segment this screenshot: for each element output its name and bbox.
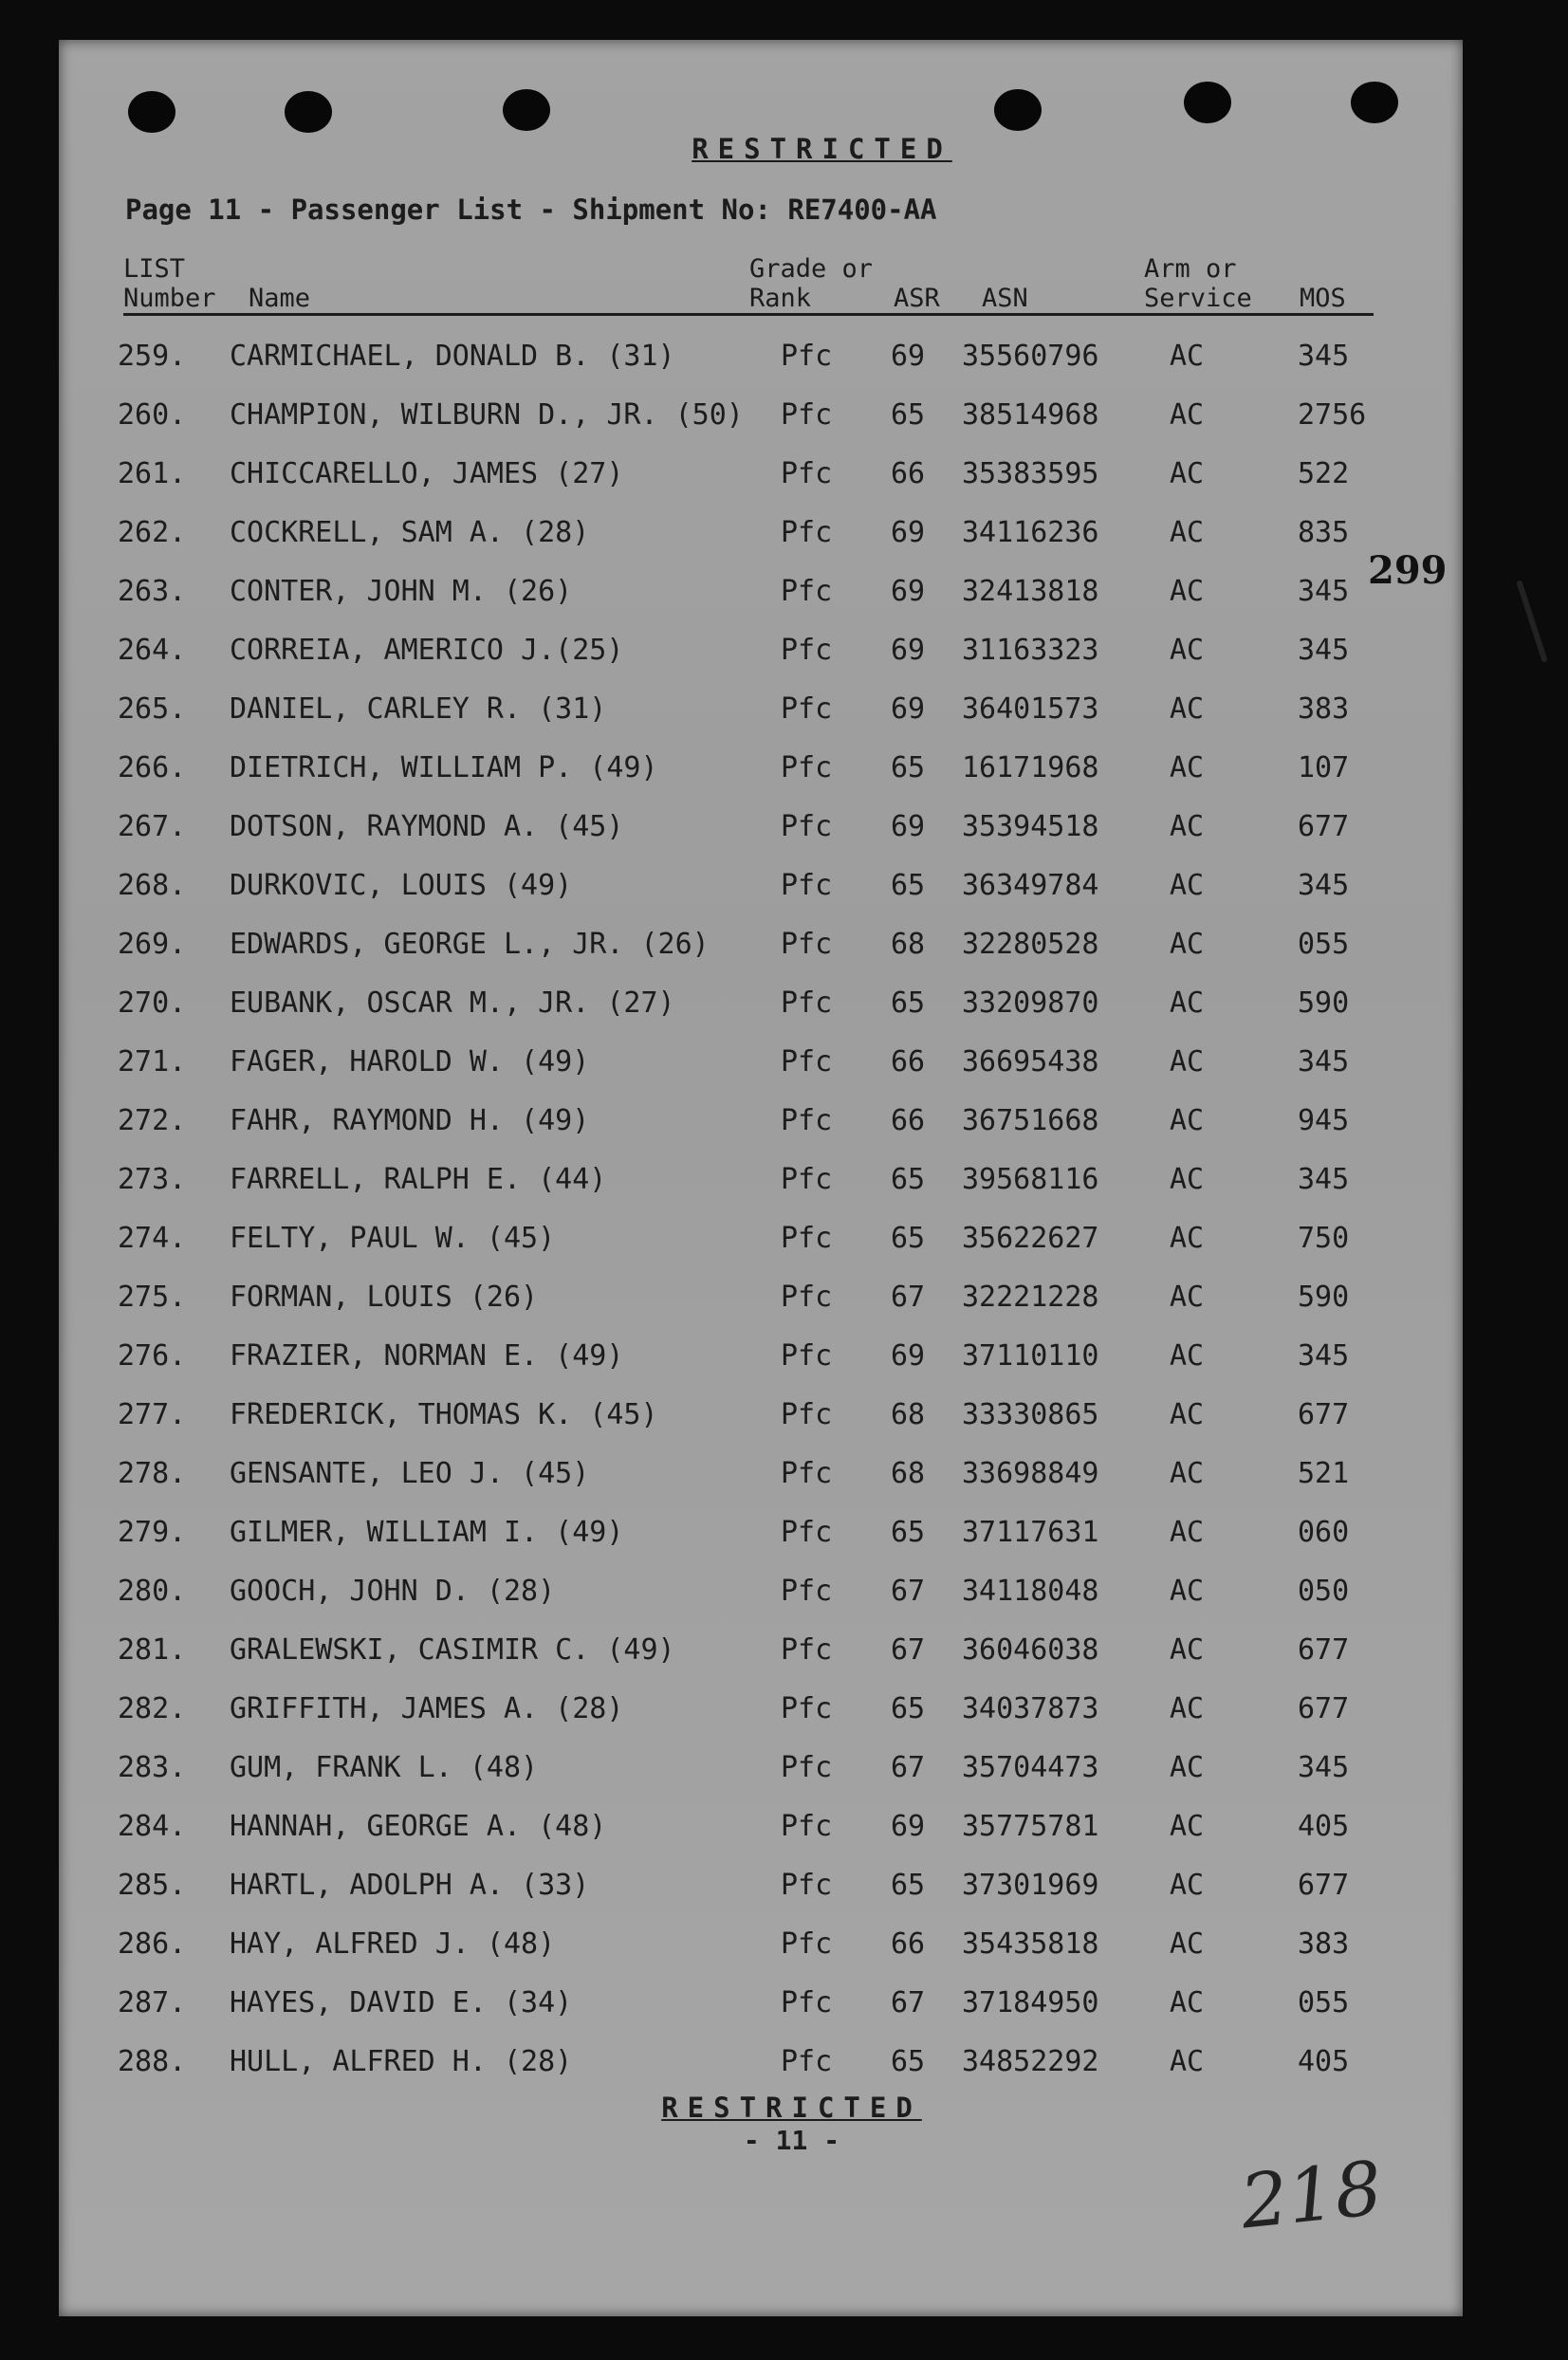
serial-number: 37184950 bbox=[962, 1986, 1099, 2019]
table-row bbox=[0, 1575, 1568, 1613]
arm-service: AC bbox=[1170, 1810, 1205, 1843]
asr-score: 65 bbox=[891, 1692, 926, 1725]
asr-score: 69 bbox=[891, 1810, 926, 1843]
serial-number: 35704473 bbox=[962, 1751, 1099, 1784]
grade: Pfc bbox=[781, 2045, 833, 2078]
grade: Pfc bbox=[781, 634, 833, 667]
table-row bbox=[0, 751, 1568, 789]
grade: Pfc bbox=[781, 869, 833, 902]
asr-score: 69 bbox=[891, 575, 926, 608]
passenger-name: FAGER, HAROLD W. (49) bbox=[230, 1045, 590, 1079]
grade: Pfc bbox=[781, 1927, 833, 1961]
arm-service: AC bbox=[1170, 1045, 1205, 1079]
mos-code: 383 bbox=[1298, 1927, 1350, 1961]
serial-number: 36349784 bbox=[962, 869, 1099, 902]
table-row bbox=[0, 1986, 1568, 2024]
mos-code: 345 bbox=[1298, 575, 1350, 608]
asr-score: 66 bbox=[891, 457, 926, 490]
mos-code: 383 bbox=[1298, 692, 1350, 726]
passenger-name: GRIFFITH, JAMES A. (28) bbox=[230, 1692, 624, 1725]
serial-number: 35394518 bbox=[962, 810, 1099, 843]
serial-number: 37110110 bbox=[962, 1339, 1099, 1373]
binder-hole bbox=[128, 91, 175, 133]
arm-service: AC bbox=[1170, 751, 1205, 784]
asr-score: 66 bbox=[891, 1045, 926, 1079]
grade: Pfc bbox=[781, 575, 833, 608]
passenger-name: EDWARDS, GEORGE L., JR. (26) bbox=[230, 928, 710, 961]
binder-hole bbox=[1184, 82, 1231, 123]
serial-number: 35622627 bbox=[962, 1222, 1099, 1255]
passenger-name: GILMER, WILLIAM I. (49) bbox=[230, 1516, 624, 1549]
passenger-name: CONTER, JOHN M. (26) bbox=[230, 575, 573, 608]
asr-score: 65 bbox=[891, 1163, 926, 1196]
table-row bbox=[0, 1516, 1568, 1554]
mos-code: 345 bbox=[1298, 634, 1350, 667]
serial-number: 36046038 bbox=[962, 1633, 1099, 1667]
header-list-number bbox=[123, 254, 216, 313]
table-row bbox=[0, 516, 1568, 554]
binder-hole bbox=[1351, 82, 1398, 123]
header-arm bbox=[1144, 254, 1252, 313]
passenger-name: DANIEL, CARLEY R. (31) bbox=[230, 692, 607, 726]
mos-code: 677 bbox=[1298, 1398, 1350, 1431]
asr-score: 65 bbox=[891, 869, 926, 902]
grade: Pfc bbox=[781, 457, 833, 490]
grade: Pfc bbox=[781, 516, 833, 549]
grade: Pfc bbox=[781, 810, 833, 843]
list-number: 274. bbox=[118, 1222, 187, 1255]
passenger-name: GRALEWSKI, CASIMIR C. (49) bbox=[230, 1633, 675, 1667]
table-row bbox=[0, 1163, 1568, 1201]
serial-number: 36751668 bbox=[962, 1104, 1099, 1137]
classification-header: RESTRICTED bbox=[692, 133, 952, 165]
handwritten-note: 218 bbox=[1236, 2146, 1387, 2246]
header-asr: ASR bbox=[894, 284, 940, 313]
mos-code: 345 bbox=[1298, 869, 1350, 902]
asr-score: 66 bbox=[891, 1927, 926, 1961]
serial-number: 39568116 bbox=[962, 1163, 1099, 1196]
asr-score: 68 bbox=[891, 1398, 926, 1431]
asr-score: 68 bbox=[891, 1457, 926, 1490]
mos-code: 677 bbox=[1298, 1869, 1350, 1902]
serial-number: 37117631 bbox=[962, 1516, 1099, 1549]
list-number: 268. bbox=[118, 869, 187, 902]
header-grade bbox=[749, 254, 873, 313]
header-number-label: Number bbox=[123, 284, 216, 313]
header-list-label: LIST bbox=[123, 254, 186, 284]
passenger-name: CORREIA, AMERICO J.(25) bbox=[230, 634, 624, 667]
binder-hole bbox=[994, 89, 1042, 131]
serial-number: 32280528 bbox=[962, 928, 1099, 961]
serial-number: 32221228 bbox=[962, 1281, 1099, 1314]
passenger-name: GOOCH, JOHN D. (28) bbox=[230, 1575, 556, 1608]
asr-score: 69 bbox=[891, 692, 926, 726]
mos-code: 522 bbox=[1298, 457, 1350, 490]
passenger-name: DOTSON, RAYMOND A. (45) bbox=[230, 810, 624, 843]
arm-service: AC bbox=[1170, 1986, 1205, 2019]
passenger-name: DURKOVIC, LOUIS (49) bbox=[230, 869, 573, 902]
passenger-name: COCKRELL, SAM A. (28) bbox=[230, 516, 590, 549]
list-number: 286. bbox=[118, 1927, 187, 1961]
table-row bbox=[0, 398, 1568, 436]
grade: Pfc bbox=[781, 398, 833, 432]
mos-code: 945 bbox=[1298, 1104, 1350, 1137]
asr-score: 69 bbox=[891, 516, 926, 549]
passenger-name: HAYES, DAVID E. (34) bbox=[230, 1986, 573, 2019]
arm-service: AC bbox=[1170, 1398, 1205, 1431]
arm-service: AC bbox=[1170, 1104, 1205, 1137]
passenger-name: GENSANTE, LEO J. (45) bbox=[230, 1457, 590, 1490]
grade: Pfc bbox=[781, 1633, 833, 1667]
grade: Pfc bbox=[781, 1457, 833, 1490]
list-number: 269. bbox=[118, 928, 187, 961]
grade: Pfc bbox=[781, 1339, 833, 1373]
mos-code: 345 bbox=[1298, 1339, 1350, 1373]
table-row bbox=[0, 457, 1568, 495]
page-number: - 11 - bbox=[743, 2125, 840, 2156]
serial-number: 32413818 bbox=[962, 575, 1099, 608]
passenger-name: CARMICHAEL, DONALD B. (31) bbox=[230, 340, 675, 373]
header-underline bbox=[123, 313, 1374, 316]
table-row bbox=[0, 1281, 1568, 1318]
grade: Pfc bbox=[781, 1986, 833, 2019]
serial-number: 36695438 bbox=[962, 1045, 1099, 1079]
arm-service: AC bbox=[1170, 1163, 1205, 1196]
list-number: 280. bbox=[118, 1575, 187, 1608]
passenger-name: FARRELL, RALPH E. (44) bbox=[230, 1163, 607, 1196]
arm-service: AC bbox=[1170, 575, 1205, 608]
grade: Pfc bbox=[781, 1869, 833, 1902]
arm-service: AC bbox=[1170, 516, 1205, 549]
arm-service: AC bbox=[1170, 1633, 1205, 1667]
arm-service: AC bbox=[1170, 1575, 1205, 1608]
mos-code: 405 bbox=[1298, 1810, 1350, 1843]
arm-service: AC bbox=[1170, 810, 1205, 843]
asr-score: 65 bbox=[891, 1869, 926, 1902]
asr-score: 69 bbox=[891, 340, 926, 373]
serial-number: 16171968 bbox=[962, 751, 1099, 784]
list-number: 285. bbox=[118, 1869, 187, 1902]
list-number: 266. bbox=[118, 751, 187, 784]
passenger-name: CHAMPION, WILBURN D., JR. (50) bbox=[230, 398, 744, 432]
mos-code: 107 bbox=[1298, 751, 1350, 784]
passenger-name: GUM, FRANK L. (48) bbox=[230, 1751, 539, 1784]
passenger-name: HULL, ALFRED H. (28) bbox=[230, 2045, 573, 2078]
grade: Pfc bbox=[781, 1692, 833, 1725]
table-row bbox=[0, 692, 1568, 730]
list-number: 265. bbox=[118, 692, 187, 726]
table-row bbox=[0, 1869, 1568, 1907]
serial-number: 31163323 bbox=[962, 634, 1099, 667]
passenger-name: CHICCARELLO, JAMES (27) bbox=[230, 457, 624, 490]
mos-code: 750 bbox=[1298, 1222, 1350, 1255]
asr-score: 69 bbox=[891, 810, 926, 843]
passenger-name: EUBANK, OSCAR M., JR. (27) bbox=[230, 986, 675, 1020]
grade: Pfc bbox=[781, 1281, 833, 1314]
mos-code: 590 bbox=[1298, 986, 1350, 1020]
grade: Pfc bbox=[781, 340, 833, 373]
table-row bbox=[0, 1457, 1568, 1495]
arm-service: AC bbox=[1170, 398, 1205, 432]
mos-code: 345 bbox=[1298, 1751, 1350, 1784]
mos-code: 055 bbox=[1298, 928, 1350, 961]
grade: Pfc bbox=[781, 928, 833, 961]
passenger-name: HANNAH, GEORGE A. (48) bbox=[230, 1810, 607, 1843]
grade: Pfc bbox=[781, 751, 833, 784]
mos-code: 677 bbox=[1298, 810, 1350, 843]
arm-service: AC bbox=[1170, 1281, 1205, 1314]
asr-score: 67 bbox=[891, 1633, 926, 1667]
serial-number: 35560796 bbox=[962, 340, 1099, 373]
asr-score: 65 bbox=[891, 986, 926, 1020]
serial-number: 36401573 bbox=[962, 692, 1099, 726]
asr-score: 69 bbox=[891, 1339, 926, 1373]
mos-code: 050 bbox=[1298, 1575, 1350, 1608]
passenger-name: FELTY, PAUL W. (45) bbox=[230, 1222, 556, 1255]
serial-number: 34118048 bbox=[962, 1575, 1099, 1608]
serial-number: 34037873 bbox=[962, 1692, 1099, 1725]
passenger-name: HARTL, ADOLPH A. (33) bbox=[230, 1869, 590, 1902]
table-row bbox=[0, 869, 1568, 907]
grade: Pfc bbox=[781, 986, 833, 1020]
arm-service: AC bbox=[1170, 457, 1205, 490]
asr-score: 69 bbox=[891, 634, 926, 667]
mos-code: 345 bbox=[1298, 340, 1350, 373]
arm-service: AC bbox=[1170, 1339, 1205, 1373]
grade: Pfc bbox=[781, 1575, 833, 1608]
mos-code: 345 bbox=[1298, 1045, 1350, 1079]
header-mos: MOS bbox=[1300, 284, 1346, 313]
mos-code: 677 bbox=[1298, 1692, 1350, 1725]
mos-code: 677 bbox=[1298, 1633, 1350, 1667]
list-number: 287. bbox=[118, 1986, 187, 2019]
list-number: 271. bbox=[118, 1045, 187, 1079]
asr-score: 65 bbox=[891, 398, 926, 432]
table-row bbox=[0, 1104, 1568, 1142]
arm-service: AC bbox=[1170, 869, 1205, 902]
serial-number: 34852292 bbox=[962, 2045, 1099, 2078]
table-row bbox=[0, 1398, 1568, 1436]
arm-service: AC bbox=[1170, 2045, 1205, 2078]
passenger-name: HAY, ALFRED J. (48) bbox=[230, 1927, 556, 1961]
asr-score: 67 bbox=[891, 1575, 926, 1608]
asr-score: 67 bbox=[891, 1751, 926, 1784]
header-arm-label: Arm or bbox=[1144, 254, 1237, 284]
grade: Pfc bbox=[781, 1810, 833, 1843]
serial-number: 35775781 bbox=[962, 1810, 1099, 1843]
header-rank-label: Rank bbox=[749, 284, 812, 313]
header-grade-label: Grade or bbox=[749, 254, 874, 284]
list-number: 279. bbox=[118, 1516, 187, 1549]
mos-code: 2756 bbox=[1298, 398, 1367, 432]
serial-number: 38514968 bbox=[962, 398, 1099, 432]
table-row bbox=[0, 928, 1568, 966]
mos-code: 345 bbox=[1298, 1163, 1350, 1196]
arm-service: AC bbox=[1170, 692, 1205, 726]
passenger-name: FORMAN, LOUIS (26) bbox=[230, 1281, 539, 1314]
list-number: 275. bbox=[118, 1281, 187, 1314]
grade: Pfc bbox=[781, 1751, 833, 1784]
serial-number: 33330865 bbox=[962, 1398, 1099, 1431]
arm-service: AC bbox=[1170, 986, 1205, 1020]
arm-service: AC bbox=[1170, 1222, 1205, 1255]
serial-number: 35383595 bbox=[962, 457, 1099, 490]
list-number: 283. bbox=[118, 1751, 187, 1784]
mos-code: 055 bbox=[1298, 1986, 1350, 2019]
page-title: Page 11 - Passenger List - Shipment No: RE7400-AA bbox=[125, 194, 937, 226]
arm-service: AC bbox=[1170, 1927, 1205, 1961]
table-row bbox=[0, 1751, 1568, 1789]
serial-number: 33698849 bbox=[962, 1457, 1099, 1490]
arm-service: AC bbox=[1170, 1751, 1205, 1784]
passenger-name: DIETRICH, WILLIAM P. (49) bbox=[230, 751, 658, 784]
table-row bbox=[0, 1633, 1568, 1671]
list-number: 282. bbox=[118, 1692, 187, 1725]
arm-service: AC bbox=[1170, 928, 1205, 961]
list-number: 259. bbox=[118, 340, 187, 373]
table-row bbox=[0, 986, 1568, 1024]
header-service-label: Service bbox=[1144, 284, 1252, 313]
mos-code: 405 bbox=[1298, 2045, 1350, 2078]
asr-score: 67 bbox=[891, 1986, 926, 2019]
list-number: 277. bbox=[118, 1398, 187, 1431]
list-number: 260. bbox=[118, 398, 187, 432]
list-number: 273. bbox=[118, 1163, 187, 1196]
table-row bbox=[0, 340, 1568, 378]
list-number: 263. bbox=[118, 575, 187, 608]
table-row bbox=[0, 1692, 1568, 1730]
list-number: 276. bbox=[118, 1339, 187, 1373]
grade: Pfc bbox=[781, 1516, 833, 1549]
arm-service: AC bbox=[1170, 1869, 1205, 1902]
binder-hole bbox=[285, 91, 332, 133]
serial-number: 34116236 bbox=[962, 516, 1099, 549]
grade: Pfc bbox=[781, 1222, 833, 1255]
serial-number: 35435818 bbox=[962, 1927, 1099, 1961]
list-number: 281. bbox=[118, 1633, 187, 1667]
arm-service: AC bbox=[1170, 1516, 1205, 1549]
mos-code: 590 bbox=[1298, 1281, 1350, 1314]
passenger-name: FREDERICK, THOMAS K. (45) bbox=[230, 1398, 658, 1431]
table-row bbox=[0, 1927, 1568, 1965]
table-row bbox=[0, 1222, 1568, 1260]
serial-number: 33209870 bbox=[962, 986, 1099, 1020]
grade: Pfc bbox=[781, 692, 833, 726]
list-number: 278. bbox=[118, 1457, 187, 1490]
list-number: 267. bbox=[118, 810, 187, 843]
table-row bbox=[0, 1045, 1568, 1083]
list-number: 284. bbox=[118, 1810, 187, 1843]
asr-score: 65 bbox=[891, 751, 926, 784]
table-row bbox=[0, 575, 1568, 613]
classification-footer: RESTRICTED bbox=[661, 2092, 922, 2124]
serial-number: 37301969 bbox=[962, 1869, 1099, 1902]
arm-service: AC bbox=[1170, 340, 1205, 373]
stamp-number: 299 bbox=[1368, 548, 1448, 593]
asr-score: 66 bbox=[891, 1104, 926, 1137]
list-number: 288. bbox=[118, 2045, 187, 2078]
binder-hole bbox=[503, 89, 550, 131]
arm-service: AC bbox=[1170, 1457, 1205, 1490]
arm-service: AC bbox=[1170, 1692, 1205, 1725]
table-row bbox=[0, 1810, 1568, 1848]
list-number: 270. bbox=[118, 986, 187, 1020]
table-row bbox=[0, 2045, 1568, 2083]
grade: Pfc bbox=[781, 1163, 833, 1196]
grade: Pfc bbox=[781, 1398, 833, 1431]
table-row bbox=[0, 1339, 1568, 1377]
list-number: 261. bbox=[118, 457, 187, 490]
asr-score: 68 bbox=[891, 928, 926, 961]
arm-service: AC bbox=[1170, 634, 1205, 667]
asr-score: 65 bbox=[891, 1516, 926, 1549]
asr-score: 65 bbox=[891, 1222, 926, 1255]
list-number: 262. bbox=[118, 516, 187, 549]
list-number: 272. bbox=[118, 1104, 187, 1137]
table-row bbox=[0, 634, 1568, 672]
mos-code: 835 bbox=[1298, 516, 1350, 549]
passenger-name: FAHR, RAYMOND H. (49) bbox=[230, 1104, 590, 1137]
grade: Pfc bbox=[781, 1104, 833, 1137]
asr-score: 65 bbox=[891, 2045, 926, 2078]
asr-score: 67 bbox=[891, 1281, 926, 1314]
table-row bbox=[0, 810, 1568, 848]
mos-code: 060 bbox=[1298, 1516, 1350, 1549]
grade: Pfc bbox=[781, 1045, 833, 1079]
mos-code: 521 bbox=[1298, 1457, 1350, 1490]
passenger-name: FRAZIER, NORMAN E. (49) bbox=[230, 1339, 624, 1373]
list-number: 264. bbox=[118, 634, 187, 667]
header-asn: ASN bbox=[982, 284, 1028, 313]
header-name: Name bbox=[249, 284, 311, 313]
